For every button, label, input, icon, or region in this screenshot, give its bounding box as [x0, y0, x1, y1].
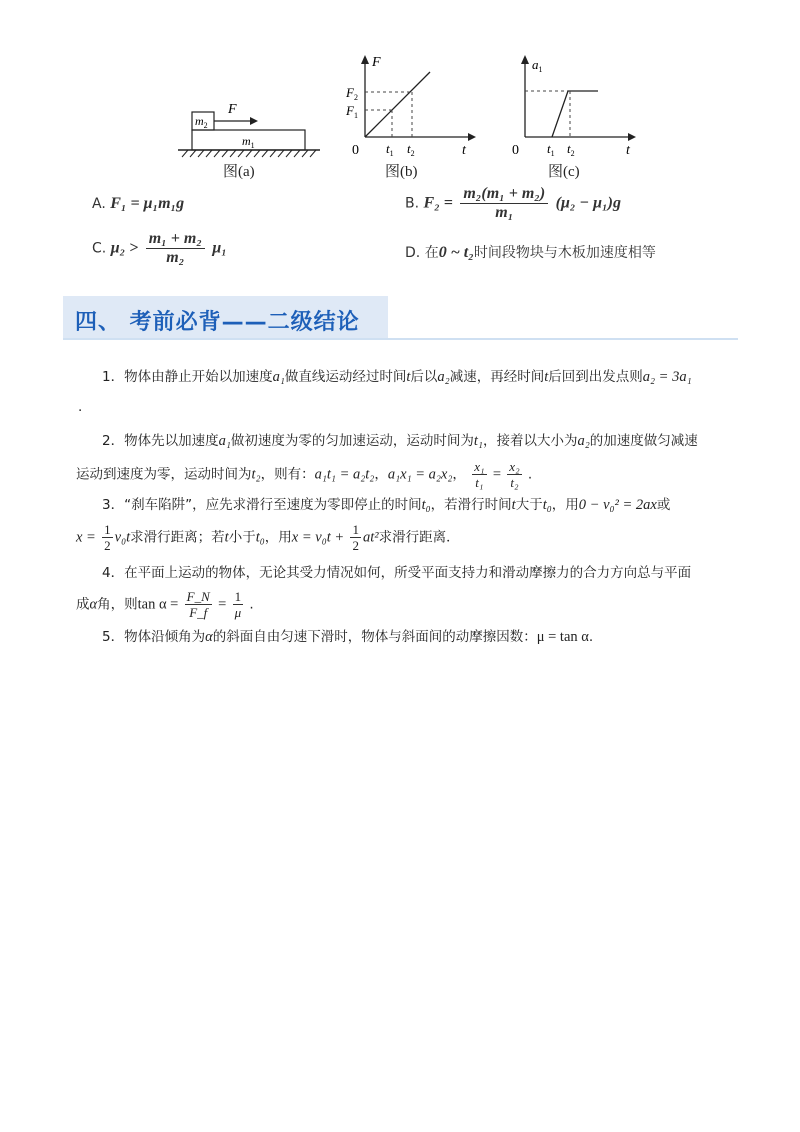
option-letter: A.	[92, 196, 106, 212]
item-4-line-2: 成α角，则tan α = $\frac{F\_N}{F\_f}$ = $\frac{1}{\mu}$ .	[76, 589, 254, 620]
option-letter: C.	[92, 240, 107, 257]
block-m2-label: $m_2$	[195, 114, 208, 130]
item-1: 1．物体由静止开始以加速度a₁做直线运动经过时间t后以a₂减速，再经时间t后回到出发点则a₂ = 3a₁	[102, 369, 692, 385]
item-2-line-1: 2．物体先以加速度a₁做初速度为零的匀加速运动，运动时间为t₁，接着以大小为a₂的加速度做匀减速	[102, 433, 698, 449]
figure-c-caption: 图(c)	[548, 164, 580, 180]
option-fraction: $\frac{\text{m₂(m₁ + m₂)}}{\text{m₁}}$	[460, 185, 548, 222]
option-d[interactable]	[405, 242, 656, 262]
option-math: 0 ~ t₂	[438, 244, 474, 261]
origin-label: 0	[512, 143, 519, 158]
option-c[interactable]	[92, 230, 227, 267]
item-1-end: .	[78, 399, 83, 415]
tick-t1: $t_1$	[547, 141, 555, 158]
figure-a	[170, 90, 330, 160]
x-axis-label-t: t	[626, 143, 630, 158]
fraction-x2-t2: $\frac{\text{x₂}}{\text{t₂}}$	[509, 459, 520, 490]
option-formula: F₁ = μ₁m₁g	[110, 195, 185, 212]
accel-time-curve	[552, 91, 598, 137]
fraction-one-half-2: $\frac{1}{2}$	[352, 522, 359, 553]
tick-t1: $t_1$	[386, 141, 394, 158]
item-3-line-1: 3．“刹车陷阱”，应先求滑行至速度为零即停止的时间t₀，若滑行时间t大于t₀，用0 − v₀² = 2ax或	[102, 497, 671, 513]
force-label: F	[228, 102, 237, 117]
option-lhs: F₂ =	[423, 194, 453, 212]
section-title: 四、 考前必背——二级结论	[75, 310, 360, 335]
y-axis-label-a1: $a_1$	[532, 57, 543, 74]
fraction-one-half: $\frac{1}{2}$	[104, 522, 111, 553]
figure-c	[500, 52, 645, 162]
figure-b-caption: 图(b)	[385, 164, 418, 180]
option-b[interactable]	[405, 185, 621, 222]
origin-label: 0	[352, 143, 359, 158]
tick-F2: $F_2$	[346, 85, 358, 102]
option-a[interactable]	[92, 195, 184, 213]
section-underline	[63, 338, 738, 340]
figure-b	[340, 52, 480, 162]
option-letter: B.	[405, 195, 420, 212]
option-lhs: μ₂ >	[110, 239, 139, 257]
option-post: 时间段物块与木板加速度相等	[473, 245, 656, 261]
item-4-line-1: 4．在平面上运动的物体，无论其受力情况如何，所受平面支持力和滑动摩擦力的合力方向总与平面	[102, 565, 692, 581]
y-axis-label-F: F	[372, 55, 381, 70]
item-5: 5．物体沿倾角为α的斜面自由匀速下滑时，物体与斜面间的动摩擦因数：μ = tan α.	[102, 629, 594, 645]
fraction-one-over-mu: $\frac{1}{\mu}$	[234, 589, 242, 620]
tick-F1: $F_1$	[346, 103, 358, 120]
board-m1-label: $m_1$	[242, 134, 255, 150]
option-fraction: $\frac{\text{m₁ + m₂}}{\text{m₂}}$	[146, 230, 205, 267]
item-2-line-2: 运动到速度为零，运动时间为t₂，则有：a₁t₁ = a₂t₂，a₁x₁ = a₂x₂， $\frac{\text{x₁}}{\text{t₁}}$ = $\frac{\text{x₂}}{\text{t₂}}$ .	[76, 459, 533, 490]
option-pre: 在	[424, 245, 439, 261]
fraction-x1-t1: $\frac{\text{x₁}}{\text{t₁}}$	[474, 459, 485, 490]
option-rhs: μ₁	[212, 239, 227, 257]
tick-t2: $t_2$	[567, 141, 575, 158]
figure-a-caption: 图(a)	[223, 164, 255, 180]
x-axis-label-t: t	[462, 143, 466, 158]
tick-t2: $t_2$	[407, 141, 415, 158]
item-3-line-2: x = $\frac{1}{2}$ v₀t求滑行距离；若t小于t₀，用x = v₀t + $\frac{1}{2}$ at²求滑行距离．	[76, 522, 460, 553]
option-letter: D.	[405, 245, 421, 261]
option-rhs: (μ₂ − μ₁)g	[555, 194, 621, 212]
force-time-line	[365, 72, 430, 137]
fraction-FN-Ff: $\frac{F\_N}{F\_f}$	[186, 589, 210, 620]
